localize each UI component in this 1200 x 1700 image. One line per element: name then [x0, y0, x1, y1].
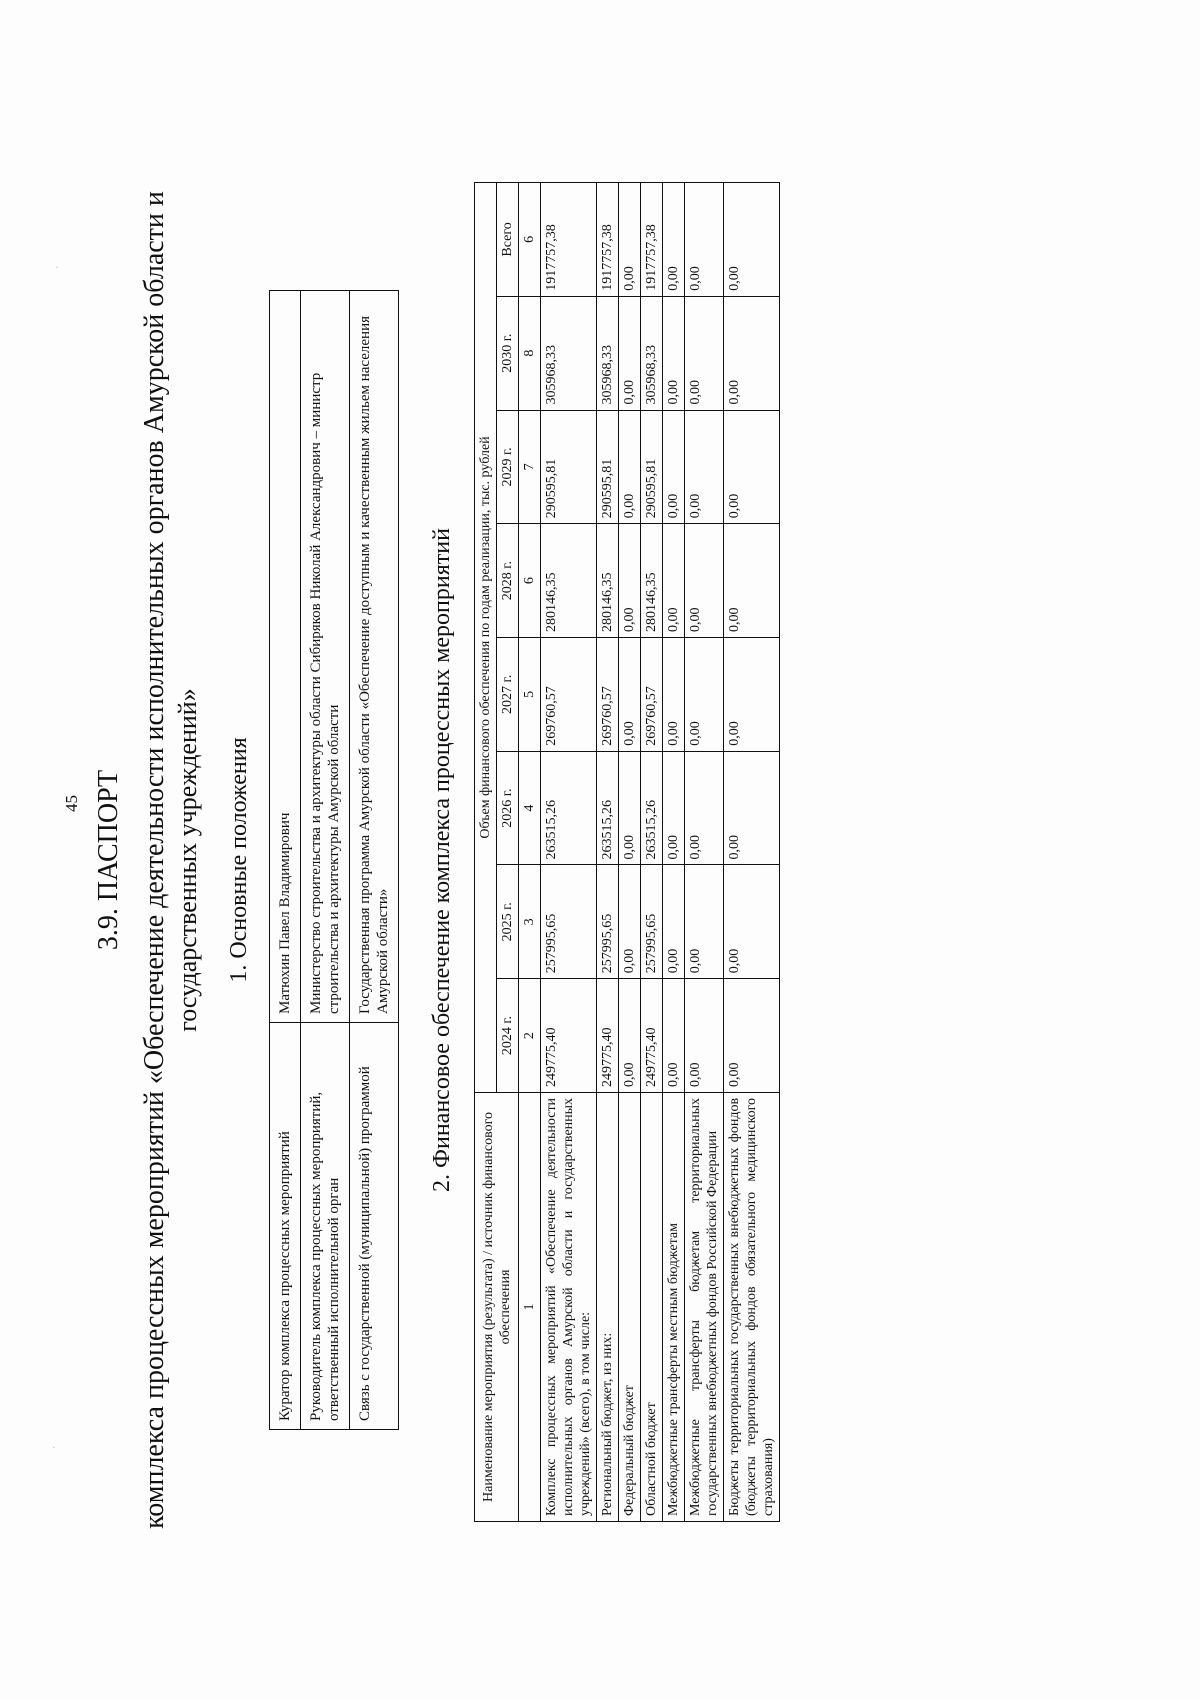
table-cell-name: Бюджеты территориальных государственных внебюджетных фондов (бюджеты территориальных фондов обязательного медицинского страхования): [724, 1092, 780, 1521]
table-cell-key: Связь с государственной (муниципальной) программой: [350, 1023, 399, 1430]
table-cell-value: 0,00: [663, 751, 685, 865]
table-cell-value: 249775,40: [597, 979, 619, 1093]
table-row: [619, 183, 641, 1522]
col-number: 5: [519, 638, 541, 752]
table-cell-value: 0,00: [619, 865, 641, 979]
table-cell-value: 0,00: [663, 524, 685, 638]
table-cell-value: 249775,40: [541, 979, 597, 1093]
table-cell-value: 0,00: [619, 751, 641, 865]
table-cell-value: 263515,26: [597, 751, 619, 865]
col-number: 8: [519, 296, 541, 410]
section1-title: 1. Основные положения: [226, 737, 252, 983]
header-year: 2028 г.: [497, 524, 519, 638]
table-cell-value: Государственная программа Амурской области «Обеспечение доступным и качественным жильем населения Амурской области»: [350, 291, 399, 1023]
table-cell-value: 305968,33: [641, 296, 663, 410]
header-year: 2027 г.: [497, 638, 519, 752]
table-cell-value: 0,00: [663, 638, 685, 752]
table-cell-value: 257995,65: [541, 865, 597, 979]
table-cell-name: Межбюджетные трансферты бюджетам территориальных государственных внебюджетных фондов Российской Федерации: [685, 1092, 724, 1521]
table-cell-value: Матюхин Павел Владимирович: [270, 291, 301, 1023]
table-cell-value: 263515,26: [641, 751, 663, 865]
table-cell-value: 0,00: [663, 296, 685, 410]
financing-table-body: [541, 183, 780, 1522]
table-cell-value: 0,00: [663, 865, 685, 979]
table-cell-value: 263515,26: [541, 751, 597, 865]
table-row: [663, 183, 685, 1522]
header-year: 2030 г.: [497, 296, 519, 410]
table-cell-value: 0,00: [724, 979, 780, 1093]
table-row: [724, 183, 780, 1522]
table-cell-value: 305968,33: [541, 296, 597, 410]
table-row: [270, 291, 301, 1430]
table-cell-value: 257995,65: [641, 865, 663, 979]
table-cell-value: 305968,33: [597, 296, 619, 410]
table-cell-value: 0,00: [685, 979, 724, 1093]
table-cell-value: 0,00: [685, 865, 724, 979]
table-cell-name: Межбюджетные трансферты местным бюджетам: [663, 1092, 685, 1521]
table-cell-value: 0,00: [619, 183, 641, 297]
table-cell-value: 290595,81: [541, 410, 597, 524]
header-year: 2026 г.: [497, 751, 519, 865]
table-cell-value: 0,00: [663, 183, 685, 297]
table-cell-value: 0,00: [619, 410, 641, 524]
table-column-numbers: [519, 183, 541, 1522]
table-cell-value: 269760,57: [641, 638, 663, 752]
title-block: [92, 80, 204, 1640]
header-total: Всего: [497, 183, 519, 297]
scan-speck: ·: [52, 1440, 56, 1454]
header-volume: Объем финансового обеспечения по годам реализации, тыс. рублей: [475, 183, 497, 1093]
table-row: [541, 183, 597, 1522]
table-cell-name: Региональный бюджет, из них:: [597, 1092, 619, 1521]
table-cell-value: 269760,57: [541, 638, 597, 752]
table-cell-value: 0,00: [724, 865, 780, 979]
table-header-row: [475, 183, 497, 1522]
table-cell-key: Куратор комплекса процессных мероприятий: [270, 1023, 301, 1430]
table-cell-value: 0,00: [685, 410, 724, 524]
table-cell-value: 1917757,38: [541, 183, 597, 297]
header-year: 2024 г.: [497, 979, 519, 1093]
table-cell-value: 1917757,38: [597, 183, 619, 297]
passport-subtitle-line2: государственных учреждений»: [173, 688, 202, 1032]
table-cell-value: 0,00: [685, 183, 724, 297]
col-number: 1: [519, 1092, 541, 1521]
rotated-document: [80, 80, 1160, 1640]
table-cell-value: 0,00: [663, 979, 685, 1093]
table-cell-value: 0,00: [619, 524, 641, 638]
table-cell-value: 249775,40: [641, 979, 663, 1093]
col-number: 6: [519, 183, 541, 297]
table-cell-name: Федеральный бюджет: [619, 1092, 641, 1521]
table-cell-value: 0,00: [724, 410, 780, 524]
table-cell-value: 280146,35: [541, 524, 597, 638]
header-year: 2025 г.: [497, 865, 519, 979]
table-row: [301, 291, 350, 1430]
table-cell-value: 1917757,38: [641, 183, 663, 297]
table-cell-value: 290595,81: [641, 410, 663, 524]
col-number: 6: [519, 524, 541, 638]
page-number: 45: [62, 795, 81, 812]
table-cell-value: 269760,57: [597, 638, 619, 752]
table-cell-name: Областной бюджет: [641, 1092, 663, 1521]
table-cell-value: 0,00: [619, 296, 641, 410]
passport-title: 3.9. ПАСПОРТ: [93, 769, 124, 951]
table-cell-value: 0,00: [619, 979, 641, 1093]
scan-speck: ·: [55, 260, 59, 274]
table-cell-value: 0,00: [724, 183, 780, 297]
table-cell-value: 0,00: [724, 524, 780, 638]
table-cell-value: 257995,65: [597, 865, 619, 979]
section2-title: 2. Финансовое обеспечение комплекса процессных мероприятий: [429, 528, 455, 1192]
table-cell-value: 0,00: [724, 296, 780, 410]
header-year: 2029 г.: [497, 410, 519, 524]
col-number: 3: [519, 865, 541, 979]
table-cell-value: 0,00: [685, 524, 724, 638]
table-cell-value: 0,00: [685, 638, 724, 752]
table-cell-value: 0,00: [685, 296, 724, 410]
col-number: 4: [519, 751, 541, 865]
financing-table: [474, 182, 780, 1522]
table-cell-value: 0,00: [724, 751, 780, 865]
table-cell-value: 0,00: [663, 410, 685, 524]
table-cell-key: Руководитель комплекса процессных мероприятий, ответственный исполнительной орган: [301, 1023, 350, 1430]
header-name: Наименование мероприятия (результата) / источник финансового обеспечения: [475, 1092, 519, 1521]
table-cell-value: 280146,35: [641, 524, 663, 638]
table-cell-name: Комплекс процессных мероприятий «Обеспечение деятельности исполнительных органов Амурской области и государственных учреждений» (всего), в том числе:: [541, 1092, 597, 1521]
table-cell-value: 0,00: [724, 638, 780, 752]
table-cell-value: 280146,35: [597, 524, 619, 638]
table-row: [597, 183, 619, 1522]
col-number: 2: [519, 979, 541, 1093]
table-cell-value: 0,00: [619, 638, 641, 752]
col-number: 7: [519, 410, 541, 524]
table-row: [685, 183, 724, 1522]
table-row: [350, 291, 399, 1430]
table-cell-value: 290595,81: [597, 410, 619, 524]
table-row: [641, 183, 663, 1522]
table-cell-value: Министерство строительства и архитектуры области Сибиряков Николай Александрович – министр строительства и архитектуры Амурской области: [301, 291, 350, 1023]
table-cell-value: 0,00: [685, 751, 724, 865]
passport-subtitle-line1: комплекса процессных мероприятий «Обеспечение деятельности исполнительных органов Амурской области и: [139, 191, 170, 1529]
basic-provisions-table: [269, 290, 399, 1430]
